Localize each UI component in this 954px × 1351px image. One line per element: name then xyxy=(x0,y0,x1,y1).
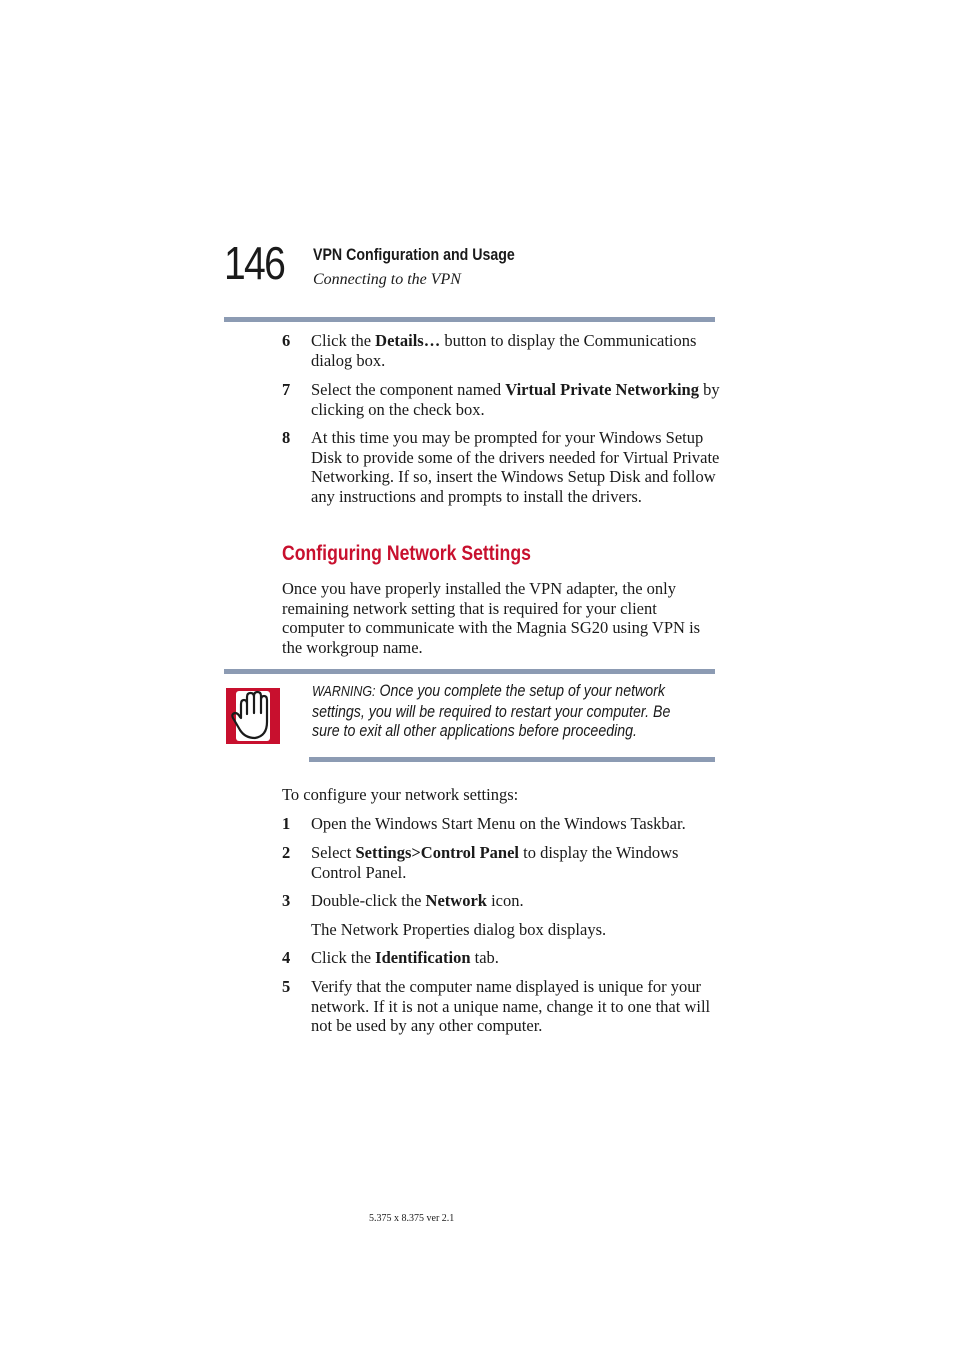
stop-hand-icon xyxy=(226,688,280,744)
step-text: Verify that the computer name displayed is unique for your network. If it is not a unique name, change it to one that will not be used by any other computer. xyxy=(311,977,711,1035)
step-number: 2 xyxy=(282,843,291,862)
step-text: Select the component named Virtual Private Networking by clicking on the check box. xyxy=(311,380,720,419)
lead-in-text: To configure your network settings: xyxy=(282,785,519,804)
warning-bottom-rule xyxy=(309,757,715,762)
step-text: At this time you may be prompted for your Windows Setup Disk to provide some of the drivers needed for Virtual Private Networking. If so, insert the Windows Setup Disk and follow any instructions and prompts to install the drivers. xyxy=(311,428,720,506)
step-number: 5 xyxy=(282,977,291,996)
step-number: 1 xyxy=(282,814,291,833)
warning-text xyxy=(312,682,673,742)
step-text: Click the Identification tab. xyxy=(311,948,499,967)
section-title: Connecting to the VPN xyxy=(313,271,461,288)
warning-label: WARNING: xyxy=(312,684,376,700)
step-number: 3 xyxy=(282,891,291,910)
chapter-title: VPN Configuration and Usage xyxy=(313,246,515,264)
step-number: 7 xyxy=(282,380,291,399)
step-text: Click the Details… button to display the Communications dialog box. xyxy=(311,331,697,370)
header-rule xyxy=(224,317,715,322)
intro-paragraph: Once you have properly installed the VPN adapter, the only remaining network setting that is required for your client computer to communicate with the Magnia SG20 using VPN is the workgroup name. xyxy=(282,579,701,657)
warning-top-rule xyxy=(224,669,715,674)
step-text: Open the Windows Start Menu on the Windows Taskbar. xyxy=(311,814,686,833)
step-number: 6 xyxy=(282,331,291,350)
footer-version: 5.375 x 8.375 ver 2.1 xyxy=(369,1213,455,1224)
warning-body: Once you complete the setup of your network settings, you will be required to restart your computer. Be sure to exit all other applications before proceeding. xyxy=(312,682,671,740)
page-number: 146 xyxy=(224,237,285,289)
step-result-text: The Network Properties dialog box displays. xyxy=(311,920,607,939)
step-number: 4 xyxy=(282,948,291,967)
step-number: 8 xyxy=(282,428,291,447)
step-text: Double-click the Network icon. xyxy=(311,891,524,910)
section-heading: Configuring Network Settings xyxy=(282,542,531,565)
step-text: Select Settings>Control Panel to display the Windows Control Panel. xyxy=(311,843,679,882)
